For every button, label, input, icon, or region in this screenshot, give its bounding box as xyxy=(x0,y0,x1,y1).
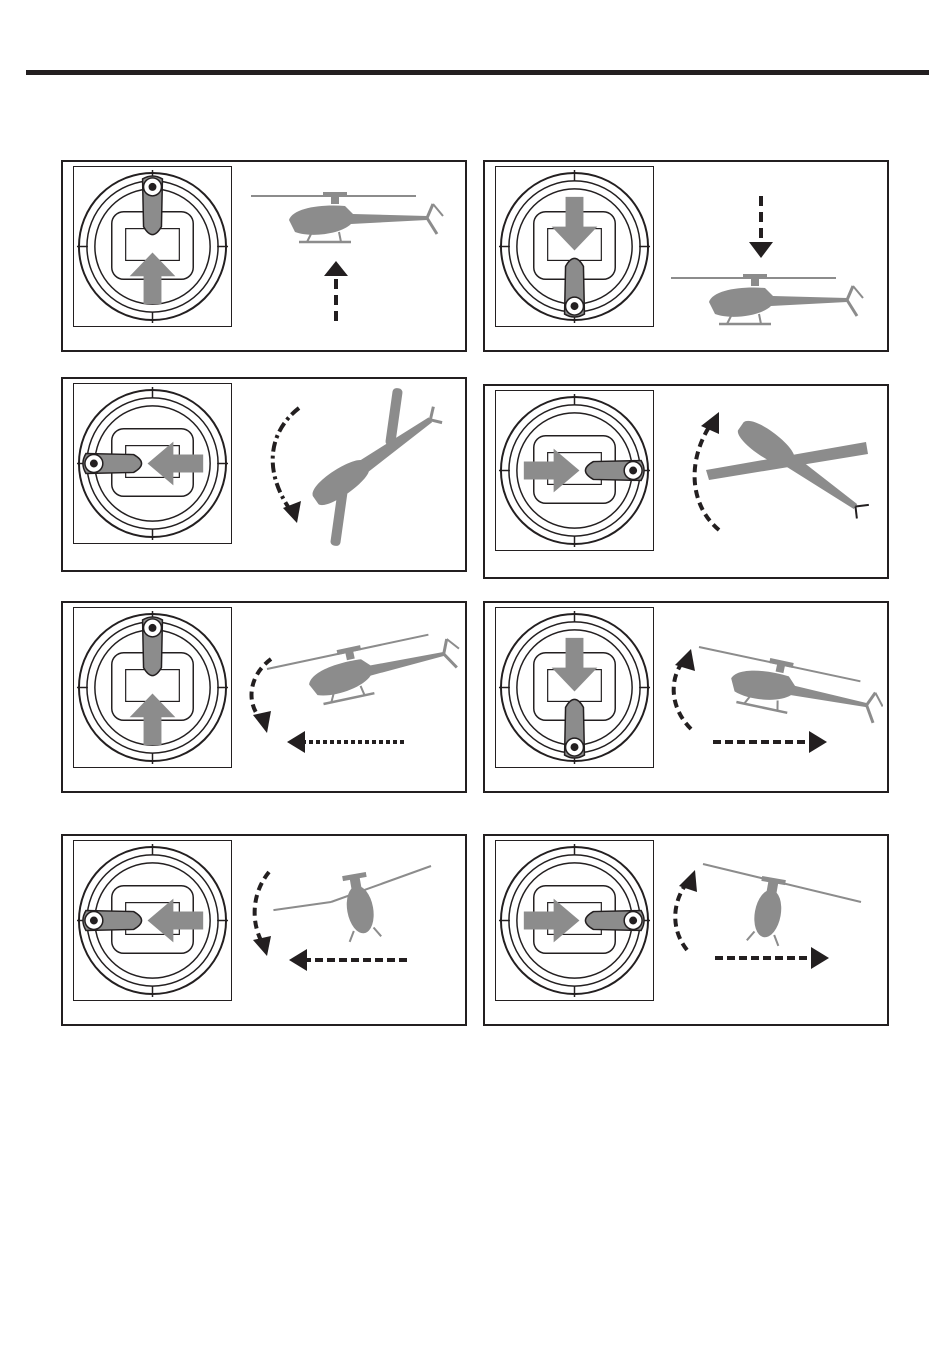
helicopter-scene xyxy=(239,840,461,1016)
panel-elevator-forward xyxy=(61,601,467,793)
panel-rudder-right xyxy=(483,384,889,579)
stick-gimbal xyxy=(73,840,232,1001)
arrow-rotate-ccw-icon xyxy=(253,711,271,733)
panel-rudder-left xyxy=(61,377,467,572)
arrow-right-icon xyxy=(811,947,829,969)
panel-aileron-right xyxy=(483,834,889,1026)
stick-gimbal xyxy=(73,166,232,327)
panel-elevator-backward xyxy=(483,601,889,793)
arrow-left-icon xyxy=(289,949,307,971)
stick-gimbal xyxy=(73,383,232,544)
arrow-down-icon xyxy=(749,242,773,258)
stick-gimbal xyxy=(495,390,654,551)
arrow-right-icon xyxy=(809,731,827,753)
arrow-rotate-cw-icon xyxy=(679,870,697,892)
helicopter-scene xyxy=(239,166,461,342)
helicopter-scene xyxy=(239,383,461,559)
arrow-up-icon xyxy=(324,261,348,276)
stick-gimbal xyxy=(495,840,654,1001)
panel-throttle-up xyxy=(61,160,467,352)
stick-gimbal xyxy=(73,607,232,768)
helicopter-scene xyxy=(661,607,883,783)
stick-gimbal xyxy=(495,166,654,327)
panel-throttle-down xyxy=(483,160,889,352)
helicopter-scene xyxy=(661,390,883,566)
arrow-rotate-cw-icon xyxy=(701,412,719,434)
helicopter-scene xyxy=(239,607,461,783)
helicopter-scene xyxy=(661,840,883,1016)
arrow-left-icon xyxy=(287,731,305,753)
header-rule xyxy=(26,70,929,75)
panel-aileron-left xyxy=(61,834,467,1026)
stick-gimbal xyxy=(495,607,654,768)
arrow-rotate-ccw-icon xyxy=(253,936,271,956)
helicopter-scene xyxy=(661,166,883,342)
